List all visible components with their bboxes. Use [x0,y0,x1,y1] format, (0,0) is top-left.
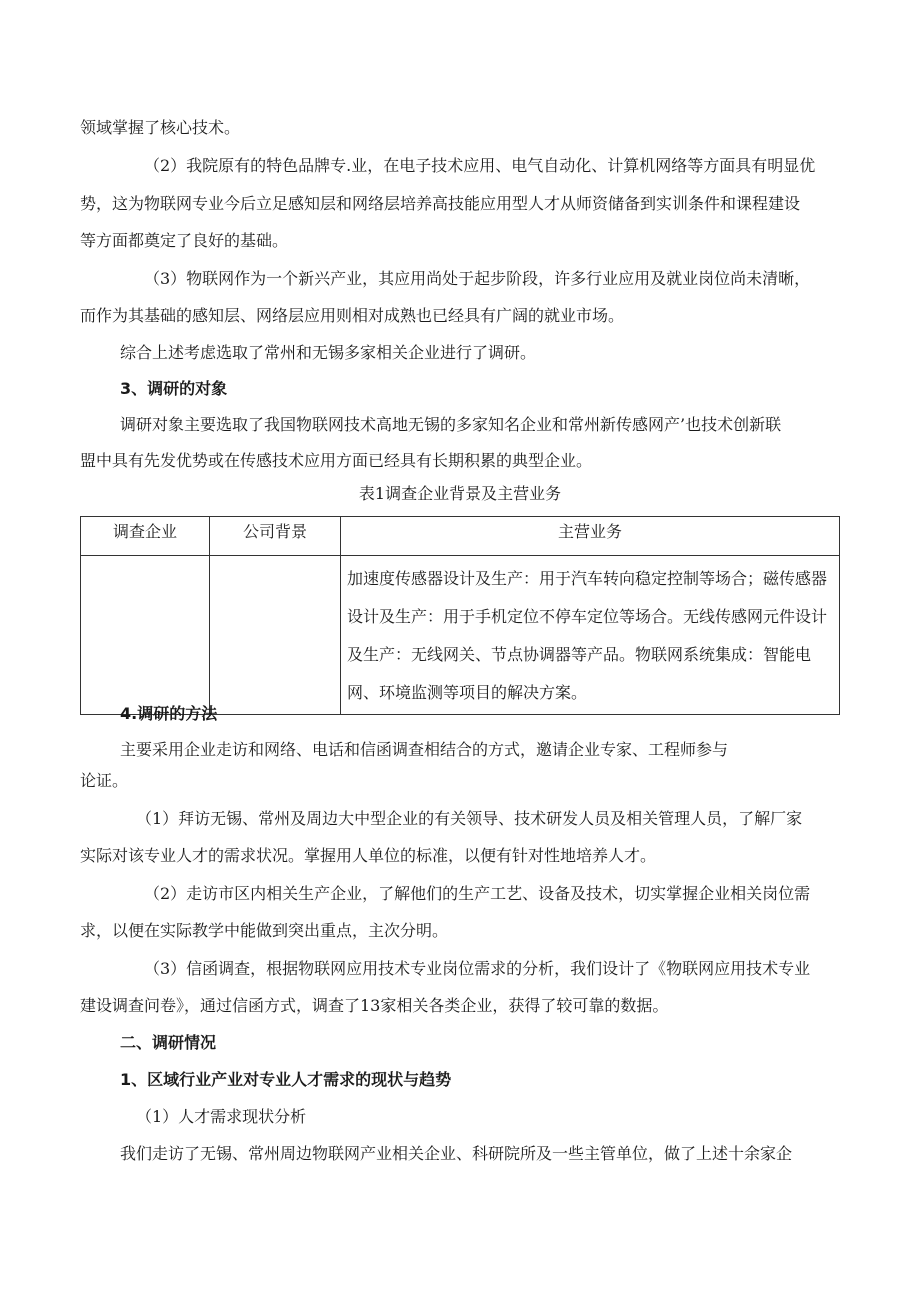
body-line: 建设调查问卷》，通过信函方式，调查了13家相关各类企业，获得了较可靠的数据。 [80,996,669,1015]
body-line: 我们走访了无锡、常州周边物联网产业相关企业、科研院所及一些主管单位，做了上述十余家企 [120,1144,793,1163]
body-line: 求，以便在实际教学中能做到突出重点，主次分明。 [80,921,449,940]
body-line: （3）信函调查，根据物联网应用技术专业岗位需求的分析，我们设计了《物联网应用技术专业 [144,959,811,978]
body-line: 势，这为物联网专业今后立足感知层和网络层培养高技能应用型人才从师资储备到实训条件和课程建设 [80,194,801,213]
body-line: 主要采用企业走访和网络、电话和信函调查相结合的方式，邀请企业专家、工程师参与 [120,740,729,759]
table-caption: 表1调查企业背景及主营业务 [358,484,562,503]
header-business: 主营业务 [341,517,840,556]
body-line: （2）我院原有的特色品牌专.业，在电子技术应用、电气自动化、计算机网络等方面具有明显优 [144,156,816,175]
body-line: 综合上述考虑选取了常州和无锡多家相关企业进行了调研。 [120,343,537,362]
section-heading: 1、区域行业产业对专业人才需求的现状与趋势 [120,1070,452,1089]
body-line: 等方面都奠定了良好的基础。 [80,231,289,250]
body-line: 领域掌握了核心技术。 [80,118,241,137]
header-background: 公司背景 [210,517,341,556]
body-line: 实际对该专业人才的需求状况。掌握用人单位的标准，以便有针对性地培养人才。 [80,846,657,865]
cell-business: 加速度传感器设计及生产：用于汽车转向稳定控制等场合；磁传感器设计及生产：用于手机定位不停车定位等场合。无线传感网元件设计及生产：无线网关、节点协调器等产品。物联网系统集成：智能电网、环境监测等项目的解决方案。 [341,556,840,715]
section-heading: 二、调研情况 [120,1033,217,1052]
body-line: 盟中具有先发优势或在传感技术应用方面已经具有长期积累的典型企业。 [80,451,593,470]
body-line: （3）物联网作为一个新兴产业，其应用尚处于起步阶段，许多行业应用及就业岗位尚未清晰， [144,269,811,288]
body-line: 而作为其基础的感知层、网络层应用则相对成熟也已经具有广阔的就业市场。 [80,306,625,325]
enterprise-table [80,516,840,715]
body-line: （2）走访市区内相关生产企业，了解他们的生产工艺、设备及技术，切实掌握企业相关岗位需 [144,884,811,903]
cell-company [81,556,210,715]
body-line: （1）人才需求现状分析 [136,1107,307,1126]
table-row [81,556,840,715]
body-line: （1）拜访无锡、常州及周边大中型企业的有关领导、技术研发人员及相关管理人员，了解厂家 [136,809,803,828]
body-line: 论证。 [80,771,129,790]
section-heading: 3、调研的对象 [120,379,228,398]
section-heading: 4.调研的方法 [120,704,218,723]
body-line: 调研对象主要选取了我国物联网技术高地无锡的多家知名企业和常州新传感网产’也技术创新联 [120,415,782,434]
header-company: 调查企业 [81,517,210,556]
table-header-row [81,517,840,556]
cell-background [210,556,341,715]
